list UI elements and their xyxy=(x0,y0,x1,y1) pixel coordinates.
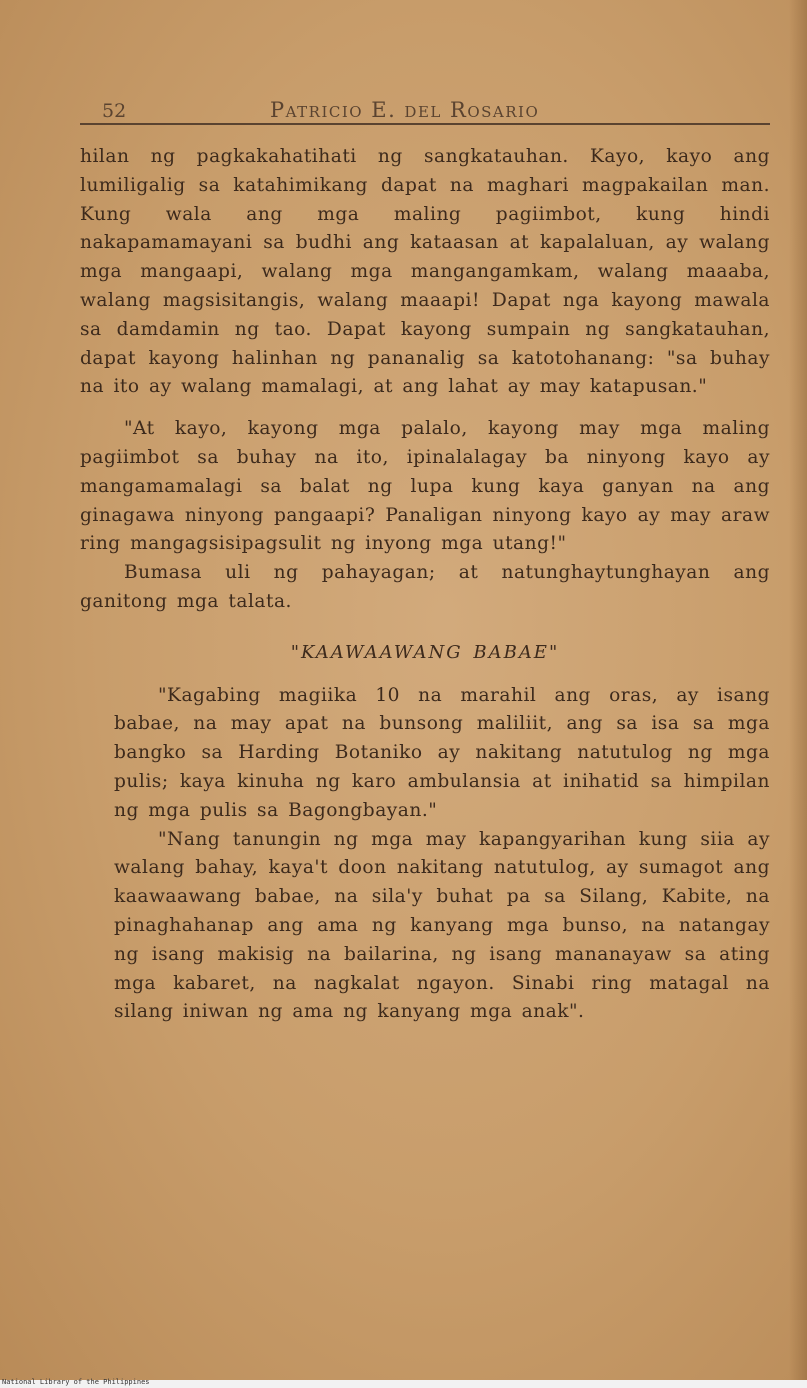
quoted-paragraph: "Kagabing magiika 10 na marahil ang oras, ay isang babae, na may apat na bunsong maliliit, ang sa isa sa mga bangko sa Harding Botaniko ay nakitang natutulog ng mga pulis; kaya kinuha ng karo ambulansia at inihatid sa himpilan ng mga pulis sa Bagongbayan." xyxy=(114,684,770,821)
header-rule xyxy=(80,123,770,125)
paragraph: hilan ng pagkakahatihati ng sangkatauhan. Kayo, kayo ang lumiligalig sa katahimikang dapat na maghari magpakailan man. Kung wala ang mga maling pagiimbot, kung hindi nakapamamayani sa budhi ang kataasan at kapalaluan, ay walang mga mangaapi, walang mga mangangamkam, walang maaaba, walang magsisitangis, walang maaapi! Dapat nga kayong mawala sa damdamin ng tao. Dapat kayong sumpain ng sangkatauhan, dapat kayong halinhan ng pananalig sa katotohanang: "sa buhay na ito ay walang mamalagi, at ang lahat ay may katapusan." xyxy=(80,146,770,398)
paragraph: "At kayo, kayong mga palalo, kayong may mga maling pagiimbot sa buhay na ito, ipinalalagay ba ninyong kayo ay mangamamalagi sa balat ng lupa kung kaya ganyan na ang ginagawa ninyong pangaapi? Panaligan ninyong kayo ay may araw ring mangagsisipagsulit ng inyong mga utang!" xyxy=(80,418,770,555)
body-text xyxy=(80,143,770,1027)
running-head: Patricio E. del Rosario xyxy=(270,98,540,122)
library-credit: National Library of the Philippines xyxy=(2,1378,150,1386)
page-edge-shadow xyxy=(789,0,807,1380)
paragraph: Bumasa uli ng pahayagan; at natunghaytunghayan ang ganitong mga talata. xyxy=(80,562,770,612)
quoted-paragraph: "Nang tanungin ng mga may kapangyarihan kung siia ay walang bahay, kaya't doon nakitang natutulog, ay sumagot ang kaawaawang babae, na sila'y buhat pa sa Silang, Kabite, na pinaghahanap ang ama ng kanyang mga bunso, na natangay ng isang makisig na bailarina, ng isang mananayaw sa ating mga kabaret, na nagkalat ngayon. Sinabi ring matagal na silang iniwan ng ama ng kanyang mga anak". xyxy=(114,828,770,1023)
section-heading: "KAAWAAWANG BABAE" xyxy=(290,641,560,663)
page-header xyxy=(80,96,768,126)
page-number: 52 xyxy=(102,100,127,122)
